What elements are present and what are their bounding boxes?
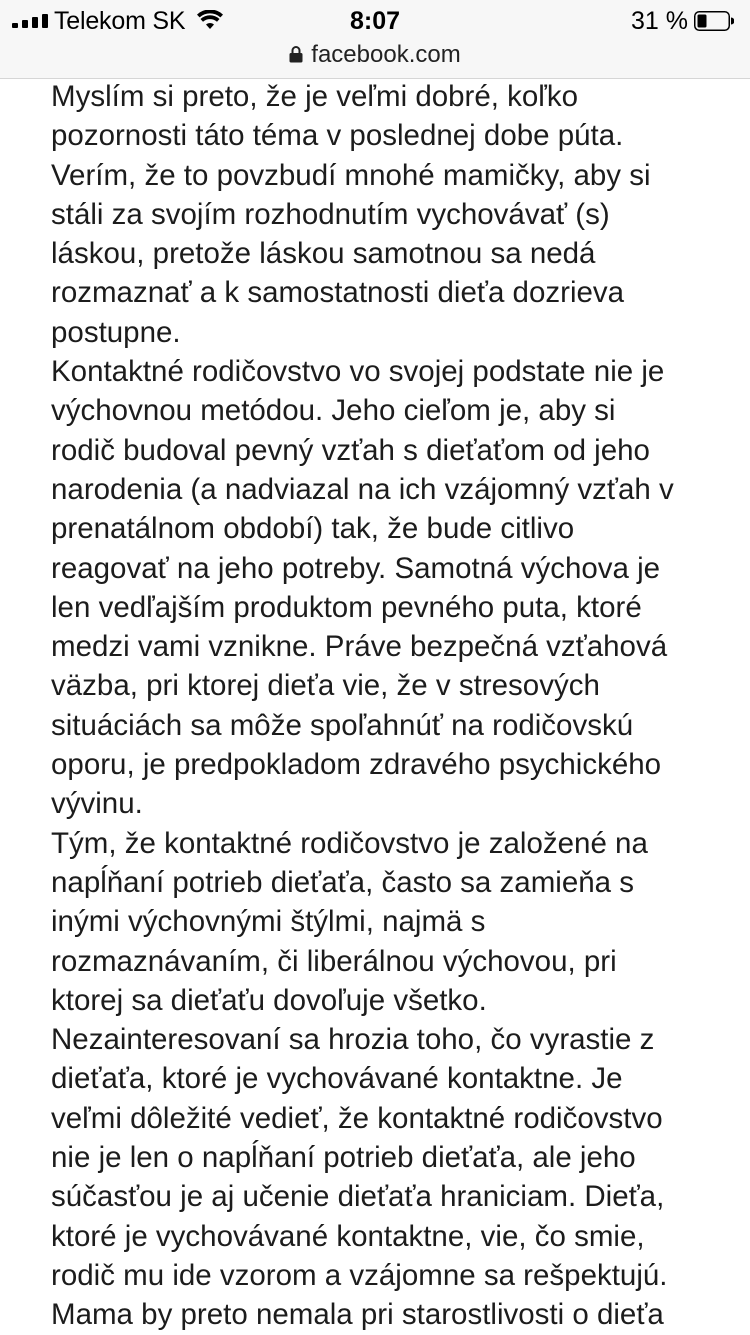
text-line: Mama by preto nemala pri starostlivosti o dieťa bbox=[51, 1298, 664, 1332]
clock-time: 8:07 bbox=[349, 7, 401, 35]
text-line: vývinu. bbox=[51, 787, 143, 821]
article-body bbox=[51, 77, 741, 1335]
text-line: rodič mu ide vzorom a vzájomne sa rešpektujú. bbox=[51, 1258, 668, 1292]
text-line: Kontaktné rodičovstvo vo svojej podstate nie je bbox=[51, 355, 665, 389]
text-line: narodenia (a nadviazal na ich vzájomný vzťah v bbox=[51, 472, 674, 506]
text-line: postupne. bbox=[51, 315, 181, 349]
text-line: veľmi dôležité vedieť, že kontaktné rodičovstvo bbox=[51, 1101, 663, 1135]
text-line: rozmaznať a k samostatnosti dieťa dozrieva bbox=[51, 276, 625, 310]
text-line: pozornosti táto téma v poslednej dobe púta. bbox=[51, 119, 624, 153]
carrier-name: Telekom SK bbox=[54, 7, 186, 35]
text-line: Myslím si preto, že je veľmi dobré, koľko bbox=[51, 80, 579, 113]
url-display[interactable] bbox=[289, 40, 460, 70]
text-line: oporu, je predpokladom zdravého psychického bbox=[51, 748, 662, 782]
url-bar[interactable] bbox=[0, 40, 750, 79]
text-line: nie je len o napĺňaní potrieb dieťaťa, ale jeho bbox=[51, 1141, 636, 1175]
url-domain: facebook.com bbox=[311, 41, 461, 68]
text-line: situáciách sa môže spoľahnúť na rodičovskú bbox=[51, 708, 634, 742]
battery-percent: 31 % bbox=[631, 7, 688, 35]
text-line: len vedľajším produktom pevného puta, ktoré bbox=[51, 590, 642, 624]
text-line: inými výchovnými štýlmi, najmä s bbox=[51, 905, 486, 939]
text-line: dieťaťa, ktoré je vychovávané kontaktne. Je bbox=[51, 1062, 623, 1096]
paragraph-2 bbox=[51, 352, 741, 824]
text-line: stáli za svojím rozhodnutím vychovávať (s) bbox=[51, 197, 610, 231]
text-line: Tým, že kontaktné rodičovstvo je založené na bbox=[51, 826, 648, 860]
text-line: reagovať na jeho potreby. Samotná výchova je bbox=[51, 551, 661, 585]
battery-icon bbox=[694, 11, 734, 31]
paragraph-1 bbox=[51, 77, 741, 352]
text-line: Nezainteresovaní sa hrozia toho, čo vyrastie z bbox=[51, 1023, 655, 1057]
text-line: výchovnou metódou. Jeho cieľom je, aby si bbox=[51, 394, 616, 428]
text-line: väzba, pri ktorej dieťa vie, že v stresových bbox=[51, 669, 600, 703]
text-line: ktorej sa dieťaťu dovoľuje všetko. bbox=[51, 983, 487, 1017]
text-line: láskou, pretože láskou samotnou sa nedá bbox=[51, 237, 596, 271]
lock-icon bbox=[289, 45, 303, 63]
text-line: rodič budoval pevný vzťah s dieťaťom od jeho bbox=[51, 433, 650, 467]
text-line: súčasťou je aj učenie dieťaťa hraniciam. Dieťa, bbox=[51, 1180, 665, 1214]
text-line: prenatálnom období) tak, že bude citlivo bbox=[51, 512, 575, 546]
text-line: medzi vami vznikne. Práve bezpečná vzťahová bbox=[51, 630, 668, 664]
status-bar bbox=[0, 0, 750, 40]
paragraph-3 bbox=[51, 824, 741, 1335]
text-line: ktoré je vychovávané kontaktne, vie, čo smie, bbox=[51, 1219, 645, 1253]
text-line: rozmaznávaním, či liberálnou výchovou, pri bbox=[51, 944, 617, 978]
text-line: napĺňaní potrieb dieťaťa, často sa zamieňa s bbox=[51, 865, 634, 899]
text-line: Verím, že to povzbudí mnohé mamičky, aby si bbox=[51, 158, 651, 192]
